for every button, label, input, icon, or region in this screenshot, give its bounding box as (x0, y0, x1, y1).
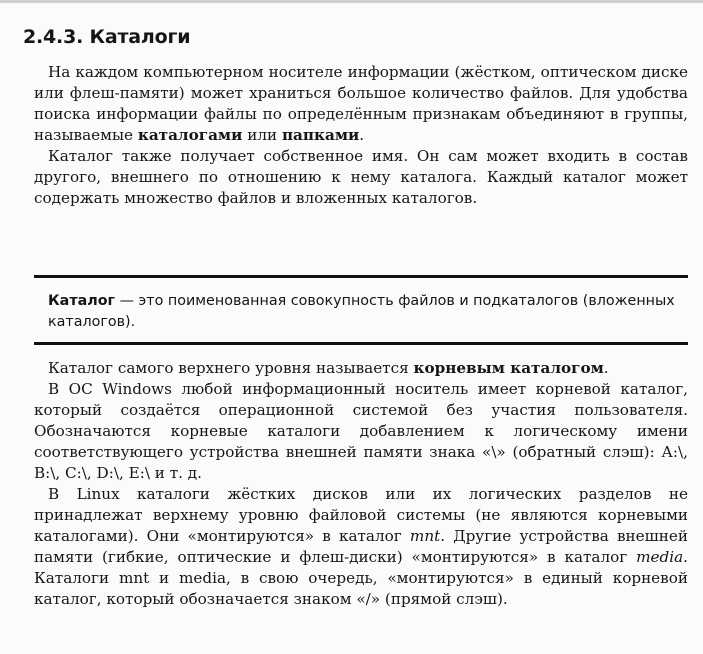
definition-box (48, 291, 688, 333)
term-folders: папками (281, 126, 360, 144)
paragraph-intro-2: Каталог также получает собственное имя. Он сам может входить в состав другого, внешнего по отношению к нему каталога. Каждый каталог может содержать множество файлов и вложенных каталогов. (34, 147, 688, 207)
intro-block (34, 62, 688, 209)
paragraph-linux: В Linux каталоги жёстких дисков или их логических разделов не принадлежат верхнему уровню файловой системы (не являются корневыми каталогами). Они «монтируются» в каталог mnt. Другие устройства внешней памяти (гибкие, оптические и флеш-диски) «монтируются» в каталог media. Каталоги mnt и media, в свою очередь, «монтируются» в единый корневой каталог, который обозначается знаком «/» (прямой слэш). (34, 485, 688, 608)
path-mnt: mnt (409, 527, 441, 545)
section-title: 2.4.3. Каталоги (23, 26, 191, 48)
term-root-catalog: корневым каталогом (413, 359, 604, 377)
paragraph-intro-1: На каждом компьютерном носителе информации (жёстком, оптическом диске или флеш-памяти) может храниться большое количество файлов. Для удобства поиска информации файлы по определённым признакам объединяют в группы, называемые каталогами или папками. (34, 63, 688, 144)
path-media: media (636, 548, 684, 566)
definition-term: Каталог (48, 293, 116, 309)
definition-text: — это поименованная совокупность файлов и подкаталогов (вложенных каталогов). (48, 293, 675, 330)
definition-bottom-rule (34, 342, 688, 345)
paragraph-windows: В ОС Windows любой информационный носитель имеет корневой каталог, который создаётся операционной системой без участия пользователя. Обозначаются корневые каталоги добавлением к логическому имени соответствующего устройства внешней памяти знака «\» (обратный слэш): А:\, В:\, С:\, D:\, Е:\ и т. д. (34, 380, 688, 482)
body-block (34, 358, 688, 610)
paragraph-root-catalog: Каталог самого верхнего уровня называется корневым каталогом. (48, 359, 609, 377)
top-edge-line (0, 0, 703, 3)
term-catalogs: каталогами (137, 126, 243, 144)
definition-top-rule (34, 275, 688, 278)
